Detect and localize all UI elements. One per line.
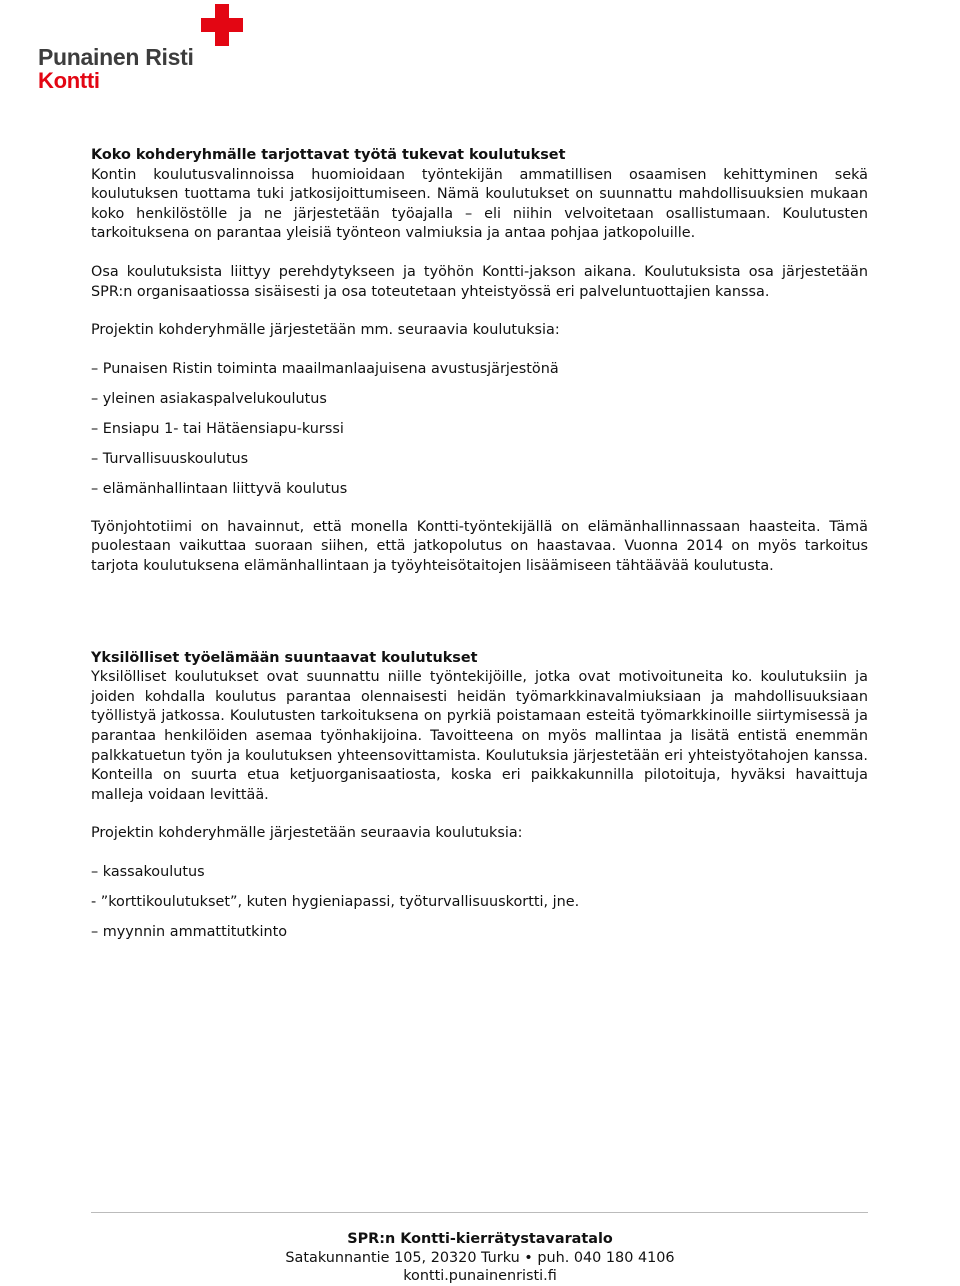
list-item: – myynnin ammattitutkinto — [91, 923, 288, 940]
section1-paragraph-2: Osa koulutuksista liittyy perehdytykseen ja työhön Kontti-jakson aikana. Koulutuksista osa järjestetään SPR:n organisaatiossa sisäisesti ja osa toteutetaan yhteistyössä eri palveluntuottajien kanssa. — [91, 263, 868, 300]
list-item: – elämänhallintaan liittyvä koulutus — [91, 480, 348, 497]
footer-address: Satakunnantie 105, 20320 Turku • puh. 040 180 4106 — [285, 1249, 675, 1266]
footer-text — [0, 1230, 960, 1286]
section1-heading: Koko kohderyhmälle tarjottavat työtä tukevat koulutukset — [91, 147, 566, 163]
list-item: - ”korttikoulutukset”, kuten hygieniapassi, työturvallisuuskortti, jne. — [91, 893, 580, 910]
list-item: – kassakoulutus — [91, 863, 205, 880]
logo — [38, 2, 258, 94]
section2-paragraph-2: Projektin kohderyhmälle järjestetään seuraavia koulutuksia: — [91, 825, 523, 842]
section2-paragraph-1: Yksilölliset koulutukset ovat suunnattu niille työntekijöille, jotka ovat motivoituneita ko. koulutuksiin ja joiden kohdalla koulutus parantaa olennaisesti heidän työmarkkinavalmiuksiaan ja mahdollisuuksiaan työllistyä jatkossa. Koulutusten tarkoituksena on pyrkiä poistamaan esteitä työmarkkinoille siirtymisessä ja parantaa henkilöiden asemaa työnhakijoina. Tavoitteena on myös mallintaa ja lisätä entistä enemmän palkkatuetun työn ja koulutuksen yhteensovittamista. Koulutuksia järjestetään eri yhteistyötahojen kanssa. Konteilla on suurta etua ketjuorganisaatiosta, koska eri paikkakunnilla pilotoituja, hyväksi havaittuja malleja voidaan levittää. — [91, 669, 868, 803]
list-item: – Turvallisuuskoulutus — [91, 450, 249, 467]
logo-subtitle: Kontti — [38, 68, 100, 93]
footer-title: SPR:n Kontti-kierrätystavaratalo — [347, 1231, 613, 1247]
list-item: – Ensiapu 1- tai Hätäensiapu-kurssi — [91, 420, 344, 437]
footer-divider — [91, 1212, 868, 1213]
footer-website-link[interactable]: kontti.punainenristi.fi — [403, 1268, 557, 1284]
section1-paragraph-3: Projektin kohderyhmälle järjestetään mm. seuraavia koulutuksia: — [91, 322, 560, 339]
list-item: – yleinen asiakaspalvelukoulutus — [91, 390, 327, 407]
section1-paragraph-4: Työnjohtotiimi on havainnut, että monella Kontti-työntekijällä on elämänhallinnassaan haasteita. Tämä puolestaan vaikuttaa suoraan siihen, että jatkopolutus on haastavaa. Vuonna 2014 on myös tarkoitus tarjota koulutuksena elämänhallintaan ja työyhteisötaitojen lisäämiseen tähtäävää koulutusta. — [91, 518, 868, 574]
section1-paragraph-1: Kontin koulutusvalinnoissa huomioidaan työntekijän ammatillisen osaamisen kehittyminen sekä koulutuksen tuottama tuki jatkosijoittumiseen. Nämä koulutukset on suunnattu mahdollisuuksien mukaan koko henkilöstölle ja ne järjestetään työajalla – eli niihin velvoitetaan osallistumaan. Koulutusten tarkoituksena on parantaa yleisiä työnteon valmiuksia ja antaa pohjaa jatkopoluille. — [91, 166, 868, 242]
list-item: – Punaisen Ristin toiminta maailmanlaajuisena avustusjärjestönä — [91, 360, 559, 377]
logo-name: Punainen Risti — [38, 44, 194, 70]
section2-heading: Yksilölliset työelämään suuntaavat koulutukset — [91, 649, 478, 666]
document-body — [91, 146, 868, 953]
red-cross-icon — [201, 4, 243, 46]
